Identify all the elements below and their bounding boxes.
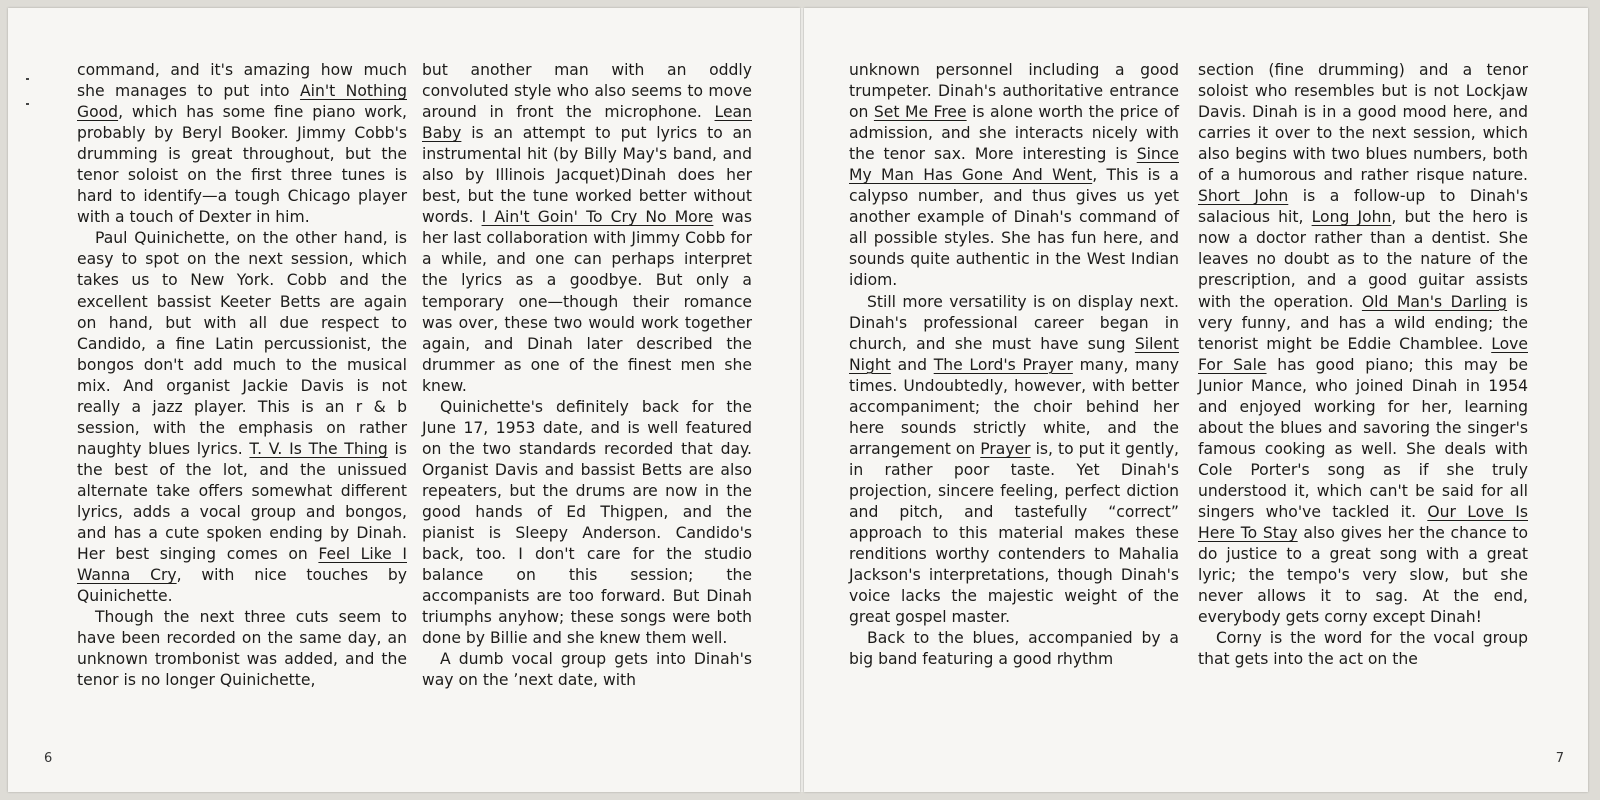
song-title: Since My Man Has Gone And Went <box>849 145 1179 185</box>
song-title: Prayer <box>980 439 1031 458</box>
right-page <box>804 8 1588 792</box>
paragraph: Still more versatility is on display next. Dinah's professional career began in church, and she must have sung Silent Night and The Lord's Prayer many, many times. Undoubtedly, however, with better accompaniment; the choir behind her here sounds strictly white, and the arrangement on Prayer is, to put it gently, in rather poor taste. Yet Dinah's projection, sincere feeling, perfect diction and pitch, and tastefully “correct” approach to this material makes these renditions worthy contenders to Mahalia Jackson's interpretations, though Dinah's voice lacks the majestic weight of the great gospel master. <box>849 292 1180 627</box>
paragraph: section (fine drumming) and a tenor soloist who resembles but is not Lockjaw Davis. Dinah is in a good mood here, and carries it over to the next session, which also begins with two blues numbers, both of a humorous and rather risque nature. Short John is a follow-up to Dinah's salacious hit, Long John, but the hero is now a doctor rather than a dentist. She leaves no doubt as to the nature of the prescription, and a good guitar assists with the operation. Old Man's Darling is very funny, and has a wild ending; the tenorist might be Eddie Chamblee. Love For Sale has good piano; this may be Junior Mance, who joined Dinah in 1954 and enjoyed working for her, learning about the blues and savoring the singer's famous cooking as well. She deals with Cole Porter's song as if she truly understood it, which can't be said for all singers who've tackled it. Our Love Is Here To Stay also gives her the chance to do justice to a great song with a great lyric; the tempo's very slow, but she never allows it to sag. At the end, everybody gets corny except Dinah! <box>1198 61 1529 627</box>
page-number: 6 <box>44 751 53 766</box>
song-title: Silent Night <box>849 334 1179 374</box>
left-page <box>8 8 800 792</box>
left-column-1 <box>77 60 407 691</box>
song-title: Feel Like I Wanna Cry <box>77 545 407 585</box>
song-title: Set Me Free <box>873 103 967 122</box>
right-column-2 <box>1198 60 1528 670</box>
margin-mark <box>26 78 29 80</box>
margin-mark <box>26 103 29 105</box>
paragraph: command, and it's amazing how much she manages to put into Ain't Nothing Good, which has some fine piano work, probably by Beryl Booker. Jimmy Cobb's drumming is great throughout, but the tenor soloist on the first three tunes is hard to identify—a tough Chicago player with a touch of Dexter in him. <box>77 61 407 227</box>
page-number: 7 <box>1555 751 1564 766</box>
song-title: Love For Sale <box>1198 334 1528 374</box>
paragraph: Though the next three cuts seem to have been recorded on the same day, an unknown trombonist was added, and the tenor is no longer Quinichette, <box>77 608 407 690</box>
paragraph: Corny is the word for the vocal group that gets into the act on the <box>1198 629 1528 669</box>
paragraph: A dumb vocal group gets into Dinah's way on the ʼnext date, with <box>422 650 752 690</box>
paragraph: Quinichette's definitely back for the June 17, 1953 date, and is well featured on the two standards recorded that day. Organist Davis and bassist Betts are also repeaters, but the drums are now in the good hands of Ed Thigpen, and the pianist is Sleepy Anderson. Candido's back, too. I don't care for the studio balance on this session; the accompanists are too forward. But Dinah triumphs anyhow; these songs were both done by Billie and she knew them well. <box>422 397 752 648</box>
song-title: Short John <box>1198 187 1289 206</box>
paragraph: Back to the blues, accompanied by a big band featuring a good rhythm <box>849 629 1179 669</box>
song-title: I Ain't Goin' To Cry No More <box>481 208 714 227</box>
paragraph: Paul Quinichette, on the other hand, is easy to spot on the next session, which takes us to New York. Cobb and the excellent bassist Keeter Betts are again on hand, but with all due respect to Candido, a fine Latin percussionist, the bongos don't add much to the musical mix. And organist Jackie Davis is not really a jazz player. This is an r & b session, with the emphasis on rather naughty blues lyrics. T. V. Is The Thing is the best of the lot, and the unissued alternate take offers somewhat different lyrics, adds a vocal group and bongos, and has a cute spoken ending by Dinah. Her best singing comes on Feel Like I Wanna Cry, with nice touches by Quinichette. <box>77 229 407 606</box>
paragraph: but another man with an oddly convoluted style who also seems to move around in front the microphone. Lean Baby is an attempt to put lyrics to an instrumental hit (by Billy May's band, and also by Illinois Jacquet)Dinah does her best, but the tune worked better without words. I Ain't Goin' To Cry No More was her last collaboration with Jimmy Cobb for a while, and one can perhaps interpret the lyrics as a goodbye. But only a temporary one—though their romance was over, these two would work together again, and Dinah later described the drummer as one of the finest men she knew. <box>422 61 752 395</box>
left-column-2 <box>422 60 752 691</box>
song-title: Old Man's Darling <box>1361 292 1508 311</box>
song-title: Our Love Is Here To Stay <box>1198 502 1529 543</box>
song-title: T. V. Is The Thing <box>249 439 388 458</box>
song-title: The Lord's Prayer <box>933 355 1073 374</box>
song-title: Ain't Nothing Good <box>77 82 407 122</box>
song-title: Lean Baby <box>422 103 752 143</box>
right-column-1 <box>849 60 1179 670</box>
paragraph: unknown personnel including a good trumpeter. Dinah's authoritative entrance on Set Me Free is alone worth the price of admission, and she interacts nicely with the tenor sax. More interesting is Since My Man Has Gone And Went, This is a calypso number, and thus gives us yet another example of Dinah's command of all possible styles. She has fun here, and sounds quite authentic in the West Indian idiom. <box>849 61 1179 290</box>
song-title: Long John <box>1311 208 1392 227</box>
